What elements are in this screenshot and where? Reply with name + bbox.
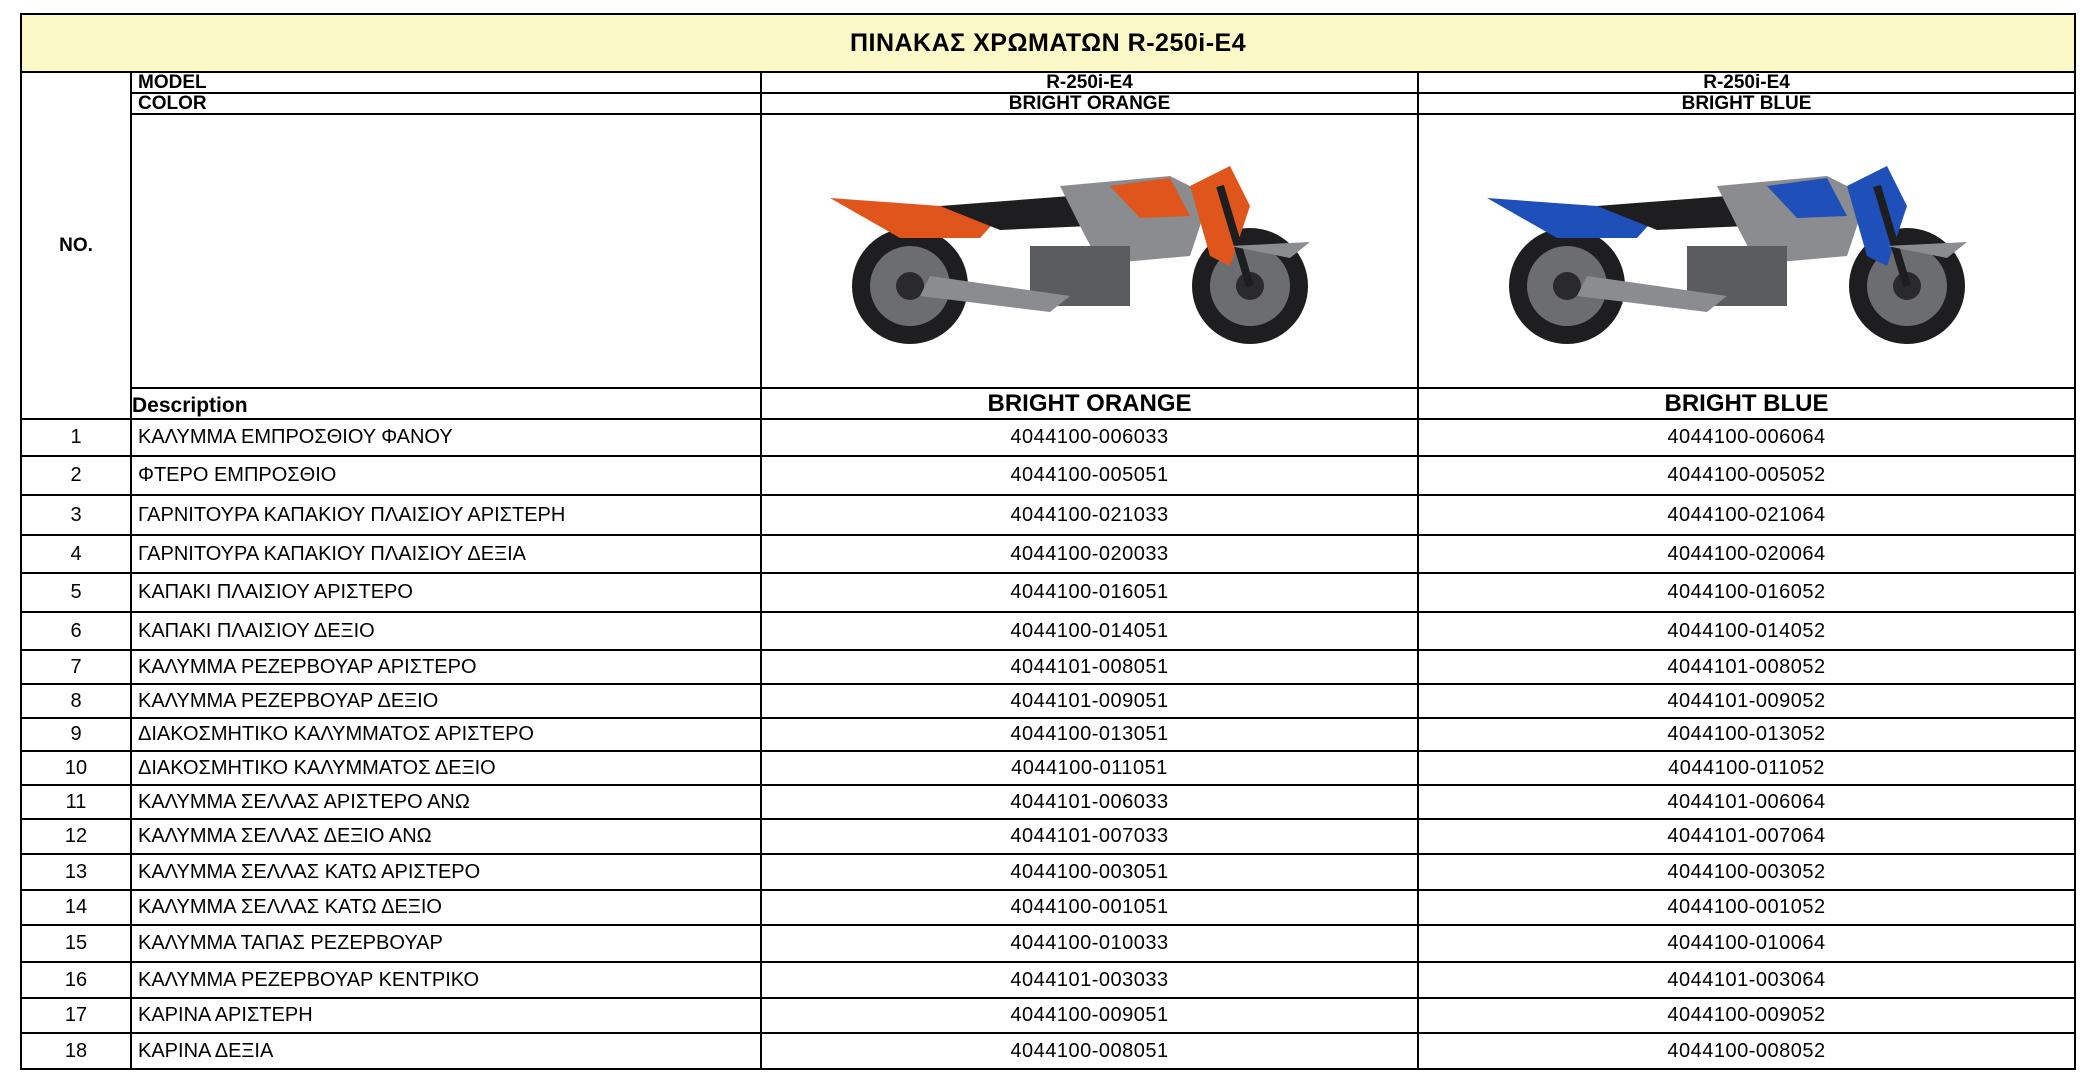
heading-blue: BRIGHT BLUE <box>1418 388 2075 419</box>
row-description: ΚΑΛΥΜΜΑ ΕΜΠΡΟΣΘΙΟΥ ΦΑΝΟΥ <box>131 419 761 456</box>
row-number: 15 <box>21 925 131 962</box>
row-number: 9 <box>21 718 131 751</box>
part-code-orange: 4044101-007033 <box>761 819 1418 854</box>
row-description: ΚΑΛΥΜΜΑ ΣΕΛΛΑΣ ΑΡΙΣΤΕΡΟ ΑΝΩ <box>131 785 761 819</box>
row-number: 18 <box>21 1033 131 1069</box>
part-code-blue: 4044101-008052 <box>1418 650 2075 684</box>
motorcycle-blue-image <box>1467 146 2027 356</box>
part-code-orange: 4044100-009051 <box>761 998 1418 1033</box>
heading-orange: BRIGHT ORANGE <box>761 388 1418 419</box>
row-number: 6 <box>21 612 131 650</box>
no-column-header: NO. <box>21 72 131 419</box>
row-description: ΓΑΡΝΙΤΟΥΡΑ ΚΑΠΑΚΙΟΥ ΠΛΑΙΣΙΟΥ ΔΕΞΙΑ <box>131 535 761 573</box>
part-code-orange: 4044100-006033 <box>761 419 1418 456</box>
table-row <box>21 998 2075 1033</box>
table-row <box>21 419 2075 456</box>
table-row <box>21 925 2075 962</box>
row-description: ΚΑΠΑΚΙ ΠΛΑΙΣΙΟΥ ΑΡΙΣΤΕΡΟ <box>131 573 761 612</box>
part-code-blue: 4044100-014052 <box>1418 612 2075 650</box>
description-label: Description <box>131 388 761 419</box>
part-code-orange: 4044100-008051 <box>761 1033 1418 1069</box>
color-table <box>20 13 2076 1070</box>
row-description: ΚΑΛΥΜΜΑ ΣΕΛΛΑΣ ΚΑΤΩ ΔΕΞΙΟ <box>131 890 761 925</box>
row-number: 13 <box>21 854 131 890</box>
part-code-orange: 4044100-010033 <box>761 925 1418 962</box>
part-code-blue: 4044101-003064 <box>1418 962 2075 998</box>
part-code-blue: 4044100-006064 <box>1418 419 2075 456</box>
row-number: 12 <box>21 819 131 854</box>
table-row <box>21 1033 2075 1069</box>
part-code-orange: 4044100-011051 <box>761 751 1418 785</box>
model-blue: R-250i-E4 <box>1418 72 2075 93</box>
part-code-blue: 4044100-008052 <box>1418 1033 2075 1069</box>
row-description: ΔΙΑΚΟΣΜΗΤΙΚΟ ΚΑΛΥΜΜΑΤΟΣ ΔΕΞΙΟ <box>131 751 761 785</box>
part-code-orange: 4044101-003033 <box>761 962 1418 998</box>
part-code-orange: 4044101-009051 <box>761 684 1418 718</box>
table-row <box>21 854 2075 890</box>
part-code-orange: 4044100-021033 <box>761 495 1418 535</box>
table-row <box>21 751 2075 785</box>
table-row <box>21 785 2075 819</box>
part-code-blue: 4044100-001052 <box>1418 890 2075 925</box>
row-description: ΚΑΠΑΚΙ ΠΛΑΙΣΙΟΥ ΔΕΞΙΟ <box>131 612 761 650</box>
row-number: 3 <box>21 495 131 535</box>
row-description: ΚΑΛΥΜΜΑ ΤΑΠΑΣ ΡΕΖΕΡΒΟΥΑΡ <box>131 925 761 962</box>
part-code-orange: 4044101-006033 <box>761 785 1418 819</box>
row-description: ΚΑΛΥΜΜΑ ΡΕΖΕΡΒΟΥΑΡ ΔΕΞΙΟ <box>131 684 761 718</box>
table-row <box>21 573 2075 612</box>
table-row <box>21 684 2075 718</box>
table-row <box>21 962 2075 998</box>
table-title: ΠΙΝΑΚΑΣ ΧΡΩΜΑΤΩΝ R-250i-E4 <box>21 14 2075 72</box>
table-row <box>21 456 2075 495</box>
row-description: ΦΤΕΡΟ ΕΜΠΡΟΣΘΙΟ <box>131 456 761 495</box>
part-code-orange: 4044100-001051 <box>761 890 1418 925</box>
table-row <box>21 819 2075 854</box>
part-code-orange: 4044100-003051 <box>761 854 1418 890</box>
row-description: ΔΙΑΚΟΣΜΗΤΙΚΟ ΚΑΛΥΜΜΑΤΟΣ ΑΡΙΣΤΕΡΟ <box>131 718 761 751</box>
model-orange: R-250i-E4 <box>761 72 1418 93</box>
row-number: 4 <box>21 535 131 573</box>
row-description: ΚΑΡΙΝΑ ΔΕΞΙΑ <box>131 1033 761 1069</box>
part-code-blue: 4044100-009052 <box>1418 998 2075 1033</box>
row-number: 8 <box>21 684 131 718</box>
part-code-blue: 4044100-013052 <box>1418 718 2075 751</box>
part-code-orange: 4044100-014051 <box>761 612 1418 650</box>
part-code-blue: 4044100-020064 <box>1418 535 2075 573</box>
row-number: 11 <box>21 785 131 819</box>
image-blank-cell <box>131 114 761 388</box>
row-description: ΓΑΡΝΙΤΟΥΡΑ ΚΑΠΑΚΙΟΥ ΠΛΑΙΣΙΟΥ ΑΡΙΣΤΕΡΗ <box>131 495 761 535</box>
part-code-blue: 4044100-011052 <box>1418 751 2075 785</box>
table-row <box>21 495 2075 535</box>
part-code-blue: 4044100-010064 <box>1418 925 2075 962</box>
row-description: ΚΑΛΥΜΜΑ ΡΕΖΕΡΒΟΥΑΡ ΚΕΝΤΡΙΚΟ <box>131 962 761 998</box>
motorcycle-orange-image <box>810 146 1370 356</box>
table-row <box>21 650 2075 684</box>
part-code-blue: 4044100-005052 <box>1418 456 2075 495</box>
part-code-blue: 4044101-007064 <box>1418 819 2075 854</box>
part-code-blue: 4044100-021064 <box>1418 495 2075 535</box>
row-description: ΚΑΛΥΜΜΑ ΡΕΖΕΡΒΟΥΑΡ ΑΡΙΣΤΕΡΟ <box>131 650 761 684</box>
part-code-orange: 4044100-005051 <box>761 456 1418 495</box>
row-description: ΚΑΛΥΜΜΑ ΣΕΛΛΑΣ ΚΑΤΩ ΑΡΙΣΤΕΡΟ <box>131 854 761 890</box>
table-row <box>21 612 2075 650</box>
bike-image-orange-cell <box>761 114 1418 388</box>
part-code-orange: 4044100-020033 <box>761 535 1418 573</box>
row-number: 5 <box>21 573 131 612</box>
row-number: 16 <box>21 962 131 998</box>
row-description: ΚΑΛΥΜΜΑ ΣΕΛΛΑΣ ΔΕΞΙΟ ΑΝΩ <box>131 819 761 854</box>
bike-image-blue-cell <box>1418 114 2075 388</box>
part-code-blue: 4044100-003052 <box>1418 854 2075 890</box>
part-code-blue: 4044101-009052 <box>1418 684 2075 718</box>
color-orange: BRIGHT ORANGE <box>761 93 1418 114</box>
row-description: ΚΑΡΙΝΑ ΑΡΙΣΤΕΡΗ <box>131 998 761 1033</box>
row-number: 1 <box>21 419 131 456</box>
model-label: MODEL <box>131 72 761 93</box>
part-code-orange: 4044101-008051 <box>761 650 1418 684</box>
part-code-blue: 4044100-016052 <box>1418 573 2075 612</box>
color-table-sheet <box>20 13 2074 1070</box>
row-number: 7 <box>21 650 131 684</box>
part-code-blue: 4044101-006064 <box>1418 785 2075 819</box>
table-row <box>21 535 2075 573</box>
row-number: 2 <box>21 456 131 495</box>
part-code-orange: 4044100-013051 <box>761 718 1418 751</box>
part-code-orange: 4044100-016051 <box>761 573 1418 612</box>
table-row <box>21 890 2075 925</box>
row-number: 17 <box>21 998 131 1033</box>
color-label: COLOR <box>131 93 761 114</box>
row-number: 10 <box>21 751 131 785</box>
row-number: 14 <box>21 890 131 925</box>
color-blue: BRIGHT BLUE <box>1418 93 2075 114</box>
table-row <box>21 718 2075 751</box>
